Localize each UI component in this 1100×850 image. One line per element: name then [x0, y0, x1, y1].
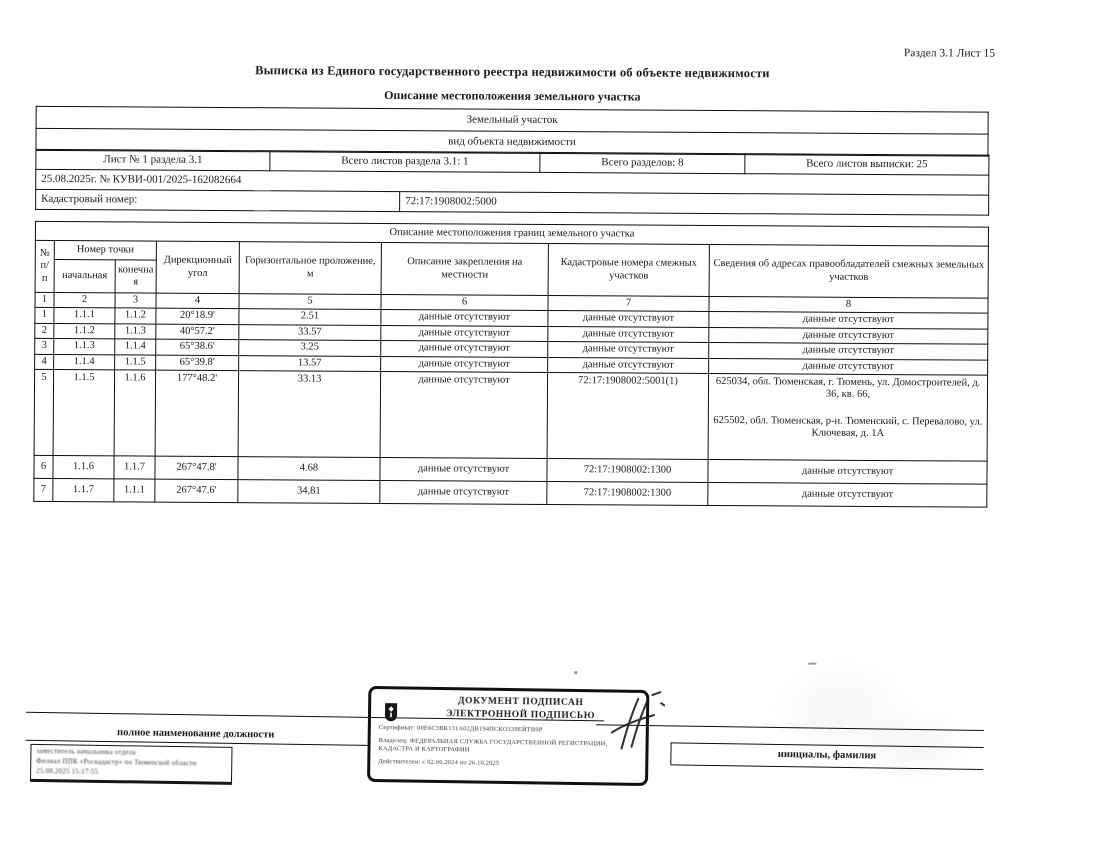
row-index: 5: [34, 369, 54, 455]
col-cadastral-header: Кадастровые номера смежных участков: [548, 243, 709, 296]
fixing-description: данные отсутствуют: [380, 371, 548, 458]
document-subtitle: Описание местоположения земельного участка: [384, 87, 641, 104]
handwritten-signature: [587, 686, 668, 762]
adjacent-cadastral: 72:17:1908002:1300: [547, 458, 708, 482]
cadastral-value: 72:17:1908002:5000: [400, 192, 989, 216]
direction-angle: 267°47.6': [155, 479, 238, 503]
cadastral-label: Кадастровый номер:: [36, 189, 400, 211]
fixing-description: данные отсутствуют: [381, 325, 548, 341]
issuer-box: [30, 744, 233, 785]
stamp-owner: Владелец: ФЕДЕРАЛЬНАЯ СЛУЖБА ГОСУДАРСТВЕННОЙ РЕГИСТРАЦИИ, КАДАСТРА И КАРТОГРАФИИ: [378, 736, 608, 754]
numbering-cell: 5: [239, 294, 381, 310]
issuer-org: Филиал ППК «Роскадастр» по Тюменской области: [36, 757, 197, 768]
fixing-description: данные отсутствуют: [381, 356, 548, 372]
total-sections: Всего разделов: 8: [540, 152, 745, 173]
owner-address: данные отсутствуют: [708, 482, 987, 507]
start-point: 1.1.6: [53, 455, 114, 478]
sheet-number: Лист № 1 раздела 3.1: [36, 149, 270, 170]
row-index: 4: [35, 354, 54, 369]
numbering-cell: 8: [709, 296, 988, 313]
adjacent-cadastral: данные отсутствуют: [548, 326, 709, 342]
total-sheets-section: Всего листов раздела 3.1: 1: [270, 151, 540, 173]
name-caption-tick: [670, 742, 671, 764]
horizontal-length: 13.57: [239, 355, 381, 371]
owner-address: данные отсутствуют: [709, 312, 988, 329]
issuer-position: заместитель начальника отдела: [36, 747, 136, 757]
stamp-title-line1: ДОКУМЕНТ ПОДПИСАН: [457, 696, 584, 709]
issuer-timestamp: 25.08.2025 15:17:55: [36, 767, 99, 776]
stamp-title-line2: ЭЛЕКТРОННОЙ ПОДПИСЬЮ: [445, 709, 596, 722]
col-point-header: Номер точки: [54, 240, 156, 260]
start-point: 1.1.1: [54, 308, 115, 324]
document-title: Выписка из Единого государственного реестра недвижимости об объекте недвижимости: [255, 63, 770, 81]
numbering-cell: 3: [115, 293, 156, 309]
end-point: 1.1.7: [114, 456, 155, 479]
start-point: 1.1.4: [54, 354, 115, 370]
row-index: 2: [35, 323, 54, 338]
adjacent-cadastral: данные отсутствуют: [548, 311, 709, 327]
row-index: 3: [35, 338, 54, 353]
col-fixing-header: Описание закрепления на местности: [381, 242, 548, 295]
section-sheet-label: Раздел 3.1 Лист 15: [903, 47, 996, 60]
owner-address: данные отсутствуют: [708, 459, 987, 484]
fixing-description: данные отсутствуют: [381, 310, 548, 326]
total-sheets-extract: Всего листов выписки: 25: [745, 154, 989, 175]
owner-address: данные отсутствуют: [709, 327, 988, 344]
col-length-header: Горизонтальное проложение, м: [239, 242, 381, 295]
col-end-header: конечная: [115, 260, 156, 293]
end-point: 1.1.4: [115, 339, 156, 355]
stamp-certificate: Сертификат: 00Е6С3ВК131А02ДВ194ПСКО339ЕЙТВ9Р: [378, 724, 543, 734]
boundaries-title: Описание местоположения границ земельного участка: [35, 221, 988, 246]
direction-angle: 177°48.2': [155, 370, 239, 457]
adjacent-cadastral: 72:17:1908002:5001(1): [547, 372, 709, 459]
horizontal-length: 33.13: [238, 370, 381, 457]
row-index: 6: [34, 455, 53, 478]
numbering-cell: 4: [156, 293, 239, 309]
row-index: 7: [34, 478, 53, 501]
col-angle-header: Дирекционный угол: [156, 241, 239, 294]
start-point: 1.1.7: [53, 478, 114, 501]
direction-angle: 65°38.6': [156, 339, 239, 355]
fixing-description: данные отсутствуют: [380, 457, 547, 481]
horizontal-length: 34,81: [238, 479, 380, 503]
start-point: 1.1.3: [54, 339, 115, 355]
owner-address: данные отсутствуют: [709, 343, 988, 360]
fixing-description: данные отсутствуют: [380, 480, 547, 504]
name-caption: инициалы, фамилия: [777, 748, 877, 762]
numbering-cell: 6: [381, 294, 548, 310]
horizontal-length: 4.68: [238, 456, 380, 480]
stamp-validity: Действителен: с 02.06.2024 по 26.10.2025: [378, 757, 500, 767]
adjacent-cadastral: данные отсутствуют: [548, 342, 709, 358]
direction-angle: 267°47.8': [155, 456, 238, 480]
start-point: 1.1.2: [54, 323, 115, 339]
col-start-header: начальная: [54, 259, 115, 292]
end-point: 1.1.1: [114, 479, 155, 502]
fixing-description: данные отсутствуют: [381, 341, 548, 357]
numbering-cell: 2: [54, 292, 115, 308]
object-type-caption: вид объекта недвижимости: [36, 128, 988, 156]
horizontal-length: 2.51: [239, 309, 381, 325]
direction-angle: 65°39.8': [156, 355, 239, 371]
horizontal-length: 3.25: [239, 340, 381, 356]
col-info-header: Сведения об адресах правообладателей смежных земельных участков: [709, 244, 988, 298]
end-point: 1.1.2: [115, 308, 156, 324]
position-caption: полное наименование должности: [117, 727, 275, 741]
start-point: 1.1.5: [53, 369, 115, 455]
owner-address-line2: 625502, обл. Тюменская, р-н. Тюменский, с. Перевалово, ул. Ключевая, д. 1А: [713, 414, 983, 440]
owner-address-line1: 625034, обл. Тюменская, г. Тюмень, ул. Домостроителей, д. 36, кв. 66,: [715, 375, 981, 401]
numbering-cell: 7: [548, 295, 709, 311]
horizontal-length: 33.57: [239, 324, 381, 340]
end-point: 1.1.5: [115, 354, 156, 370]
direction-angle: 40°57.2': [156, 324, 239, 340]
col-num-header: № п/п: [35, 240, 54, 292]
adjacent-cadastral: 72:17:1908002:1300: [547, 481, 708, 505]
end-point: 1.1.3: [115, 324, 156, 340]
numbering-cell: 1: [35, 292, 54, 307]
direction-angle: 20°18.9': [156, 308, 239, 324]
adjacent-cadastral: данные отсутствуют: [548, 357, 709, 373]
row-index: 1: [35, 308, 54, 323]
name-caption-rule-bottom: [670, 764, 983, 770]
end-point: 1.1.6: [114, 370, 156, 456]
object-type-value: Земельный участок: [36, 106, 988, 134]
owner-address: данные отсутствуют: [709, 358, 988, 375]
extract-date-number: 25.08.2025г. № КУВИ-001/2025-162082664: [36, 169, 989, 195]
